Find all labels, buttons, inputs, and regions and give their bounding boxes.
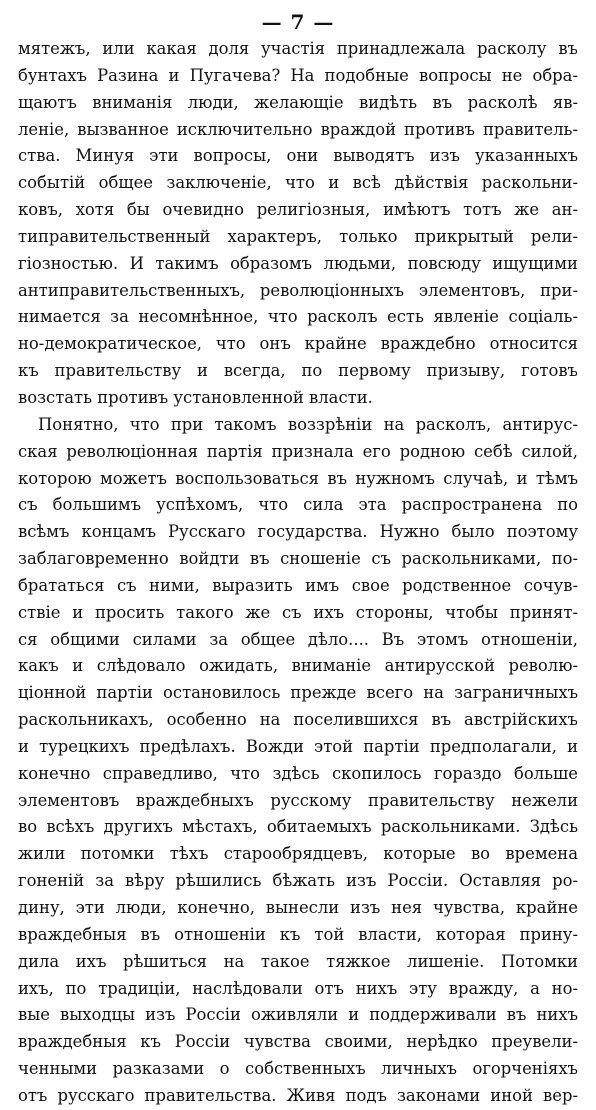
text-line: вые выходцы изъ Россіи оживляли и поддерживали въ нихъ <box>18 1005 578 1025</box>
text-line: но-демократическое, что онъ крайне враждебно относится <box>18 334 578 354</box>
text-line: конечно справедливо, что здѣсь скопилось гораздо больше <box>18 763 578 783</box>
text-line: ствіе и просить такого же съ ихъ стороны, чтобы принят- <box>18 602 578 622</box>
text-line: ская революціонная партія признала его родною себѣ силой, <box>18 441 578 461</box>
text-line: возстать противъ установленной власти. <box>18 387 373 407</box>
text-line: ченными разказами о собственныхъ личныхъ огорченіяхъ <box>18 1059 578 1079</box>
text-line: гоненій за вѣру рѣшились бѣжать изъ Россіи. Оставляя ро- <box>18 871 578 891</box>
text-line: враждебныя къ Россіи чувства своими, нерѣдко преувели- <box>18 1032 578 1052</box>
text-line: леніе, вызванное исключительно враждой противъ правитель- <box>18 119 578 139</box>
text-line: ковъ, хотя бы очевидно религіозныя, имѣютъ тотъ же ан- <box>18 200 578 220</box>
text-line: заблаговременно войдти въ сношеніе съ раскольниками, по- <box>18 549 578 569</box>
text-line: ціонной партіи остановилось прежде всего на заграничныхъ <box>18 683 578 703</box>
text-line: брататься съ ними, выразить имъ свое родственное сочув- <box>18 575 578 595</box>
text-line: всѣмъ концамъ Русскаго государства. Нужно было поэтому <box>18 522 578 542</box>
paragraph <box>18 412 578 1110</box>
text-line: элементовъ враждебныхъ русскому правительству нежели <box>18 790 578 810</box>
body-text <box>18 36 578 1110</box>
text-line: ства. Минуя эти вопросы, они выводятъ изъ указанныхъ <box>18 146 578 166</box>
text-line: враждебныя въ отношеніи къ той власти, которая прину- <box>18 924 578 944</box>
text-line: типравительственный характеръ, только прикрытый рели- <box>18 226 578 246</box>
page-number: — 7 — <box>261 10 335 34</box>
text-line: жили потомки тѣхъ старообрядцевъ, которые во времена <box>18 844 578 864</box>
text-line: событій общее заключеніе, что и всѣ дѣйствія раскольни- <box>18 173 578 193</box>
text-line: дину, эти люди, конечно, вынесли изъ нея чувства, крайне <box>18 898 578 917</box>
text-line: отъ русскаго правительства. Живя подъ законами иной вер- <box>18 1085 578 1105</box>
text-line: съ большимъ успѣхомъ, что сила эта распространена по <box>18 495 578 515</box>
text-line: бунтахъ Разина и Пугачева? На подобные вопросы не обра- <box>18 65 578 85</box>
text-line: дила ихъ рѣшиться на такое тяжкое лишеніе. Потомки <box>18 951 578 971</box>
text-line: мятежъ, или какая доля участія принадлежала расколу въ <box>18 39 578 58</box>
text-line: какъ и слѣдовало ожидать, вниманіе антирусской револю- <box>18 656 578 676</box>
text-line: нимается за несомнѣнное, что расколъ есть явленіе соціаль- <box>18 307 578 327</box>
text-line: и турецкихъ предѣлахъ. Вожди этой партіи предполагали, и <box>18 736 578 756</box>
text-line: Понятно, что при такомъ воззрѣніи на расколъ, антирус- <box>38 414 578 434</box>
text-line: ихъ, по традиціи, наслѣдовали отъ нихъ эту вражду, а но- <box>18 978 578 998</box>
text-line: антиправительственныхъ, революціонныхъ элементовъ, при- <box>18 280 578 300</box>
page <box>18 8 578 1110</box>
text-line: гіозностью. И такимъ образомъ людьми, повсюду ищущими <box>18 253 578 273</box>
text-line: раскольникахъ, особенно на поселившихся въ австрійскихъ <box>18 710 578 730</box>
text-line: къ правительству и всегда, по первому призыву, готовъ <box>18 361 578 381</box>
text-line: щаютъ вниманія люди, желающіе видѣть въ расколѣ яв- <box>18 92 578 112</box>
text-line: во всѣхъ другихъ мѣстахъ, обитаемыхъ раскольниками. Здѣсь <box>18 817 578 837</box>
text-line: ся общими силами за общее дѣло.... Въ этомъ отношеніи, <box>18 629 578 649</box>
text-line: которою можетъ воспользоваться въ нужномъ случаѣ, и тѣмъ <box>18 468 578 488</box>
paragraph <box>18 36 578 412</box>
